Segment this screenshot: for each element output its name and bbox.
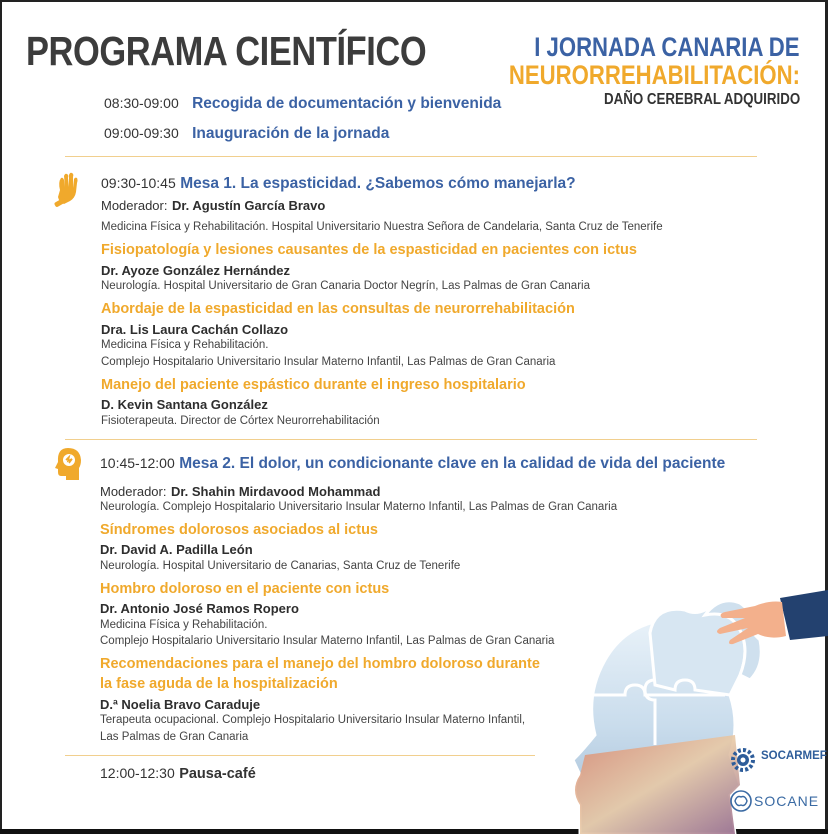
socarmef-logo-text: SOCARMEF [761, 750, 827, 762]
talk-speaker: Dra. Lis Laura Cachán Collazo [101, 322, 289, 337]
talk-affiliation: Complejo Hospitalario Universitario Insular Materno Infantil, Las Palmas de Gran Canaria [100, 635, 555, 647]
talk-speaker: Dr. David A. Padilla León [100, 542, 253, 557]
page-title: PROGRAMA CIENTÍFICO [26, 28, 427, 74]
moderator-name: Dr. Agustín García Bravo [171, 198, 326, 213]
head-pain-icon [50, 445, 86, 485]
talk-speaker: D. Kevin Santana González [101, 397, 268, 412]
mesa2-title: Mesa 2. El dolor, un condicionante clave en la calidad de vida del paciente [179, 455, 726, 472]
mesa2-moderator [100, 483, 380, 501]
pause-row [100, 765, 256, 783]
mesa2-header [100, 455, 725, 473]
divider [65, 755, 535, 756]
moderator-affiliation: Neurología. Complejo Hospitalario Universitario Insular Materno Infantil, Las Palmas de Gran Canaria [100, 501, 618, 513]
talk-affiliation: Complejo Hospitalario Universitario Insular Materno Infantil, Las Palmas de Gran Canaria [101, 356, 556, 368]
talk-speaker: D.ª Noelia Bravo Caraduje [100, 697, 261, 712]
brain-logo-icon [729, 789, 753, 813]
moderator-label: Moderador: [101, 198, 168, 213]
event-title-line1: I JORNADA CANARIA DE [534, 32, 800, 62]
talk-affiliation: Medicina Física y Rehabilitación. [101, 339, 269, 351]
event-subtitle: DAÑO CEREBRAL ADQUIRIDO [603, 91, 800, 108]
gear-logo-icon [728, 745, 758, 775]
intro-time: 09:00-09:30 [104, 125, 179, 141]
talk-title: Abordaje de la espasticidad en las consultas de neurorrehabilitación [101, 301, 575, 317]
reaching-hand-illustration [700, 588, 828, 658]
mesa2-time: 10:45-12:00 [100, 455, 175, 471]
moderator-affiliation: Medicina Física y Rehabilitación. Hospital Universitario Nuestra Señora de Candelaria, Santa Cruz de Tenerife [101, 221, 663, 233]
socane-logo-text: SOCANE [754, 793, 820, 809]
talk-title: Recomendaciones para el manejo del hombro doloroso durante [100, 656, 540, 672]
talk-title-continued: la fase aguda de la hospitalización [100, 676, 338, 692]
divider [65, 439, 757, 440]
intro-title: Recogida de documentación y bienvenida [192, 95, 502, 112]
talk-speaker: Dr. Antonio José Ramos Ropero [100, 601, 299, 616]
talk-title: Fisiopatología y lesiones causantes de la espasticidad en pacientes con ictus [101, 242, 637, 258]
talk-speaker: Dr. Ayoze González Hernández [101, 263, 291, 278]
talk-affiliation: Medicina Física y Rehabilitación. [100, 619, 268, 631]
talk-affiliation: Fisioterapeuta. Director de Córtex Neurorrehabilitación [101, 415, 380, 427]
pause-title: Pausa-café [179, 766, 256, 782]
talk-affiliation: Neurología. Hospital Universitario de Gran Canaria Doctor Negrín, Las Palmas de Gran Canaria [101, 280, 590, 292]
intro-row [104, 95, 501, 113]
talk-affiliation: Terapeuta ocupacional. Complejo Hospitalario Universitario Insular Materno Infantil, [100, 714, 526, 726]
talk-title: Manejo del paciente espástico durante el ingreso hospitalario [101, 377, 526, 393]
intro-title: Inauguración de la jornada [192, 125, 390, 142]
intro-row [104, 125, 389, 143]
moderator-label: Moderador: [100, 484, 167, 499]
intro-time: 08:30-09:00 [104, 95, 179, 111]
divider [65, 156, 757, 157]
hand-icon [50, 170, 86, 208]
talk-title: Hombro doloroso en el paciente con ictus [100, 581, 390, 597]
mesa1-moderator [101, 197, 325, 215]
event-title-line2: NEURORREHABILITACIÓN: [508, 60, 800, 90]
moderator-name: Dr. Shahin Mirdavood Mohammad [170, 484, 381, 499]
pause-time: 12:00-12:30 [100, 765, 175, 781]
talk-affiliation: Neurología. Hospital Universitario de Canarias, Santa Cruz de Tenerife [100, 560, 461, 572]
talk-title: Síndromes dolorosos asociados al ictus [100, 522, 378, 538]
talk-affiliation: Las Palmas de Gran Canaria [100, 731, 249, 743]
mesa1-title: Mesa 1. La espasticidad. ¿Sabemos cómo manejarla? [180, 175, 576, 192]
mesa1-header [101, 175, 576, 193]
mesa1-time: 09:30-10:45 [101, 175, 176, 191]
